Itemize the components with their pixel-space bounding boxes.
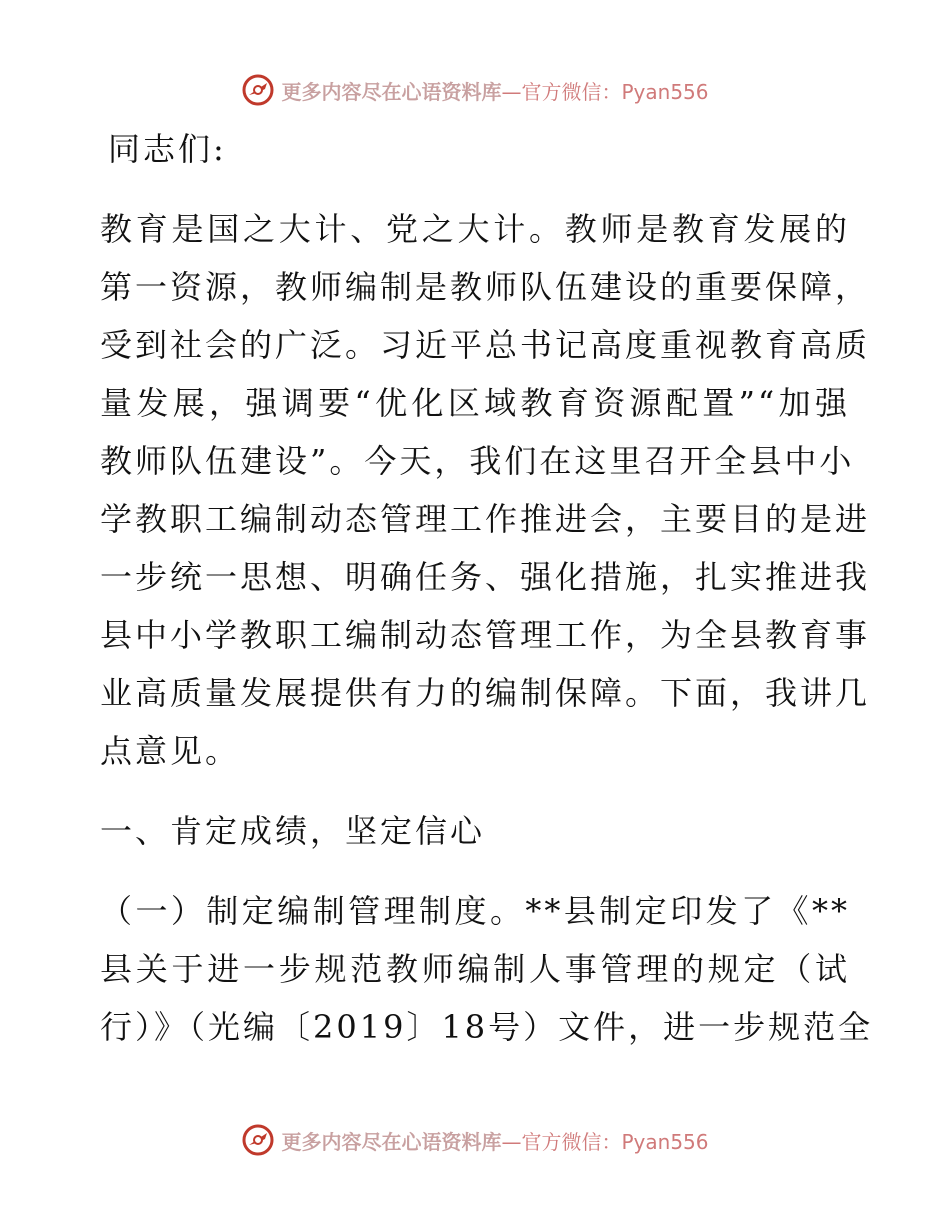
paragraph-line: 业高质量发展提供有力的编制保障。下面，我讲几 bbox=[100, 674, 871, 712]
brand-logo-icon bbox=[241, 1123, 275, 1157]
paragraph-line: 第一资源，教师编制是教师队伍建设的重要保障， bbox=[100, 268, 871, 306]
paragraph-line: 教师队伍建设”。今天，我们在这里召开全县中小 bbox=[100, 442, 855, 480]
section-heading: 一、肯定成绩，坚定信心 bbox=[100, 812, 486, 850]
document-body bbox=[100, 120, 874, 1056]
paragraph-line: 受到社会的广泛。习近平总书记高度重视教育高质 bbox=[100, 326, 871, 364]
salutation: 同志们: bbox=[108, 130, 227, 168]
paragraph-line: 县中小学教职工编制动态管理工作，为全县教育事 bbox=[100, 616, 871, 654]
watermark-text: 更多内容尽在心语资料库—官方微信：Pyan556 bbox=[281, 1129, 709, 1154]
paragraph-line: 一步统一思想、明确任务、强化措施，扎实推进我 bbox=[100, 558, 871, 596]
paragraph-line: （一）制定编制管理制度。**县制定印发了《** bbox=[100, 892, 850, 930]
paragraph-line: 教育是国之大计、党之大计。教师是教育发展的 bbox=[100, 210, 850, 248]
paragraph-line: 学教职工编制动态管理工作推进会，主要目的是进 bbox=[100, 500, 871, 538]
paragraph-line: 点意见。 bbox=[100, 732, 241, 770]
watermark-banner-top bbox=[0, 70, 950, 110]
brand-logo-icon bbox=[241, 73, 275, 107]
watermark-text: 更多内容尽在心语资料库—官方微信：Pyan556 bbox=[281, 79, 709, 104]
paragraph-line: 县关于进一步规范教师编制人事管理的规定（试 bbox=[100, 950, 850, 988]
paragraph-line: 行）》（光编〔2019〕18号）文件，进一步规范全 bbox=[100, 1008, 874, 1046]
watermark-banner-bottom bbox=[0, 1120, 950, 1160]
paragraph-line: 量发展，强调要“优化区域教育资源配置”“加强 bbox=[100, 384, 850, 422]
